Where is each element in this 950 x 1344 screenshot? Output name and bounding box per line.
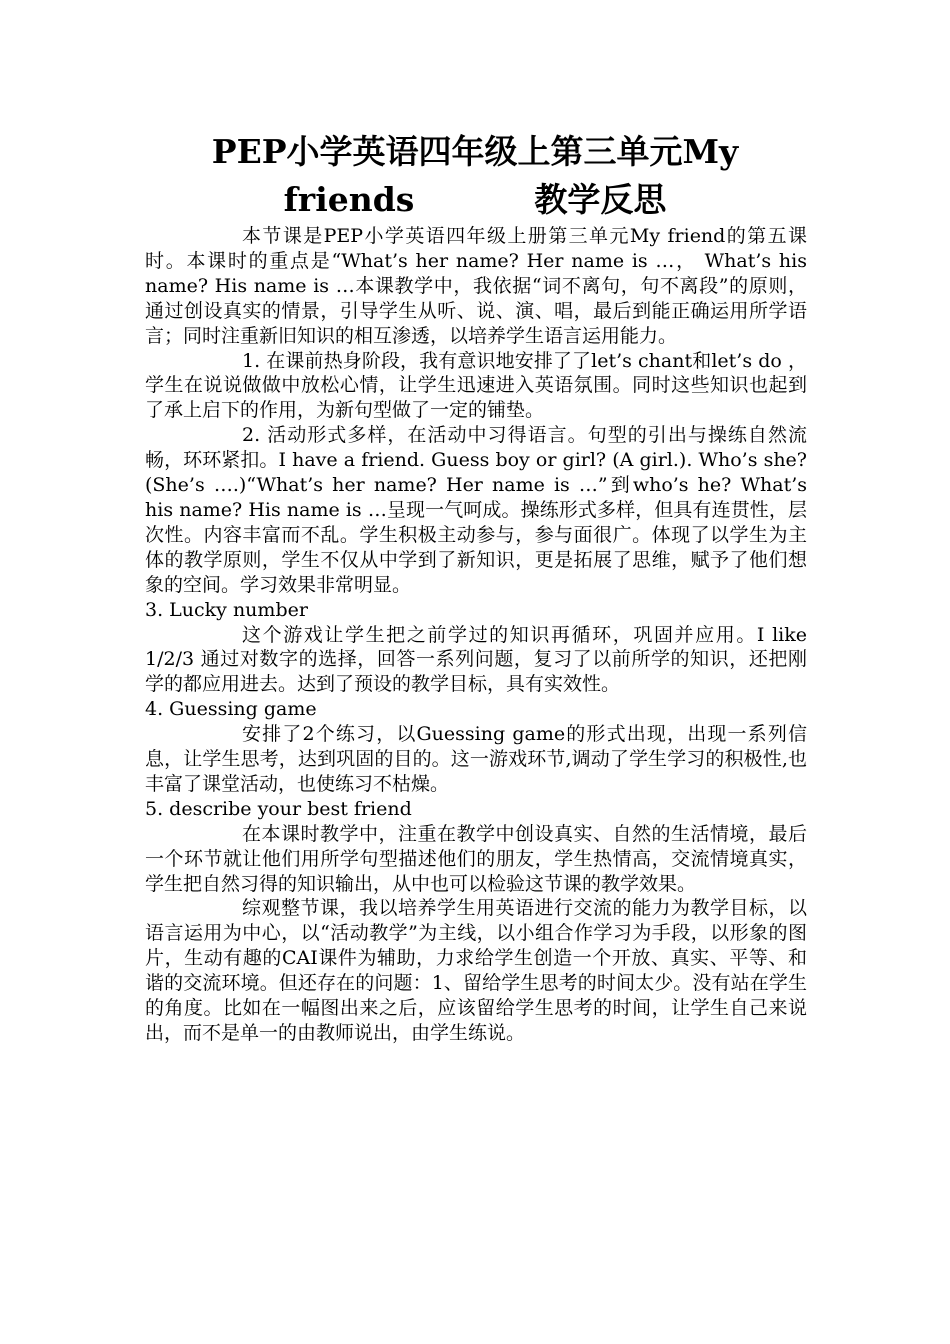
document-title-friends: friends	[283, 180, 415, 219]
document-title-line-2	[140, 176, 810, 224]
document-body	[145, 224, 807, 1046]
document-title-reflection: 教学反思	[534, 180, 667, 219]
paragraph-lucky-number: 这个游戏让学生把之前学过的知识再循环，巩固并应用。I like 1/2/3 通过对数字的选择，回答一系列问题，复习了以前所学的知识，还把刚学的都应用进去。达到了预设的教学目标，具有实效性。	[145, 623, 807, 696]
section-heading-guessing-game: 4. Guessing game	[145, 698, 317, 721]
paragraph-summary: 综观整节课，我以培养学生用英语进行交流的能力为教学目标，以语言运用为中心，以“活动教学”为主线，以小组合作学习为手段，以形象的图片，生动有趣的CAI课件为辅助，力求给学生创造一个开放、真实、平等、和谐的交流环境。但还存在的问题：1、留给学生思考的时间太少。没有站在学生的角度。比如在一幅图出来之后，应该留给学生思考的时间，让学生自己来说出，而不是单一的由教师说出，由学生练说。	[145, 897, 807, 1044]
paragraph-point-2: 2. 活动形式多样，在活动中习得语言。句型的引出与操练自然流畅，环环紧扣。I have a friend. Guess boy or girl? (A girl.). Who’s she? (She’s ….)“What’s her name? Her name is …”到who’s he? What’s his name? His name is …呈现一气呵成。操练形式多样，但具有连贯性，层次性。内容丰富而不乱。学生积极主动参与，参与面很广。体现了以学生为主体的教学原则，学生不仅从中学到了新知识，更是拓展了思维，赋予了他们想象的空间。学习效果非常明显。	[145, 424, 807, 596]
section-heading-lucky-number: 3. Lucky number	[145, 598, 308, 621]
paragraph-guessing-game: 安排了2个练习，以Guessing game的形式出现，出现一系列信息，让学生思考，达到巩固的目的。这一游戏环节,调动了学生学习的积极性,也丰富了课堂活动，也使练习不枯燥。	[145, 723, 807, 795]
paragraph-intro: 本节课是PEP小学英语四年级上册第三单元My friend的第五课时。本课时的重点是“What’s her name? Her name is …， What’s his name? His name is …本课教学中，我依据“词不离句，句不离段”的原则，通过创设真实的情景，引导学生从听、说、演、唱，最后到能正确运用所学语言；同时注重新旧知识的相互渗透，以培养学生语言运用能力。	[145, 225, 807, 347]
paragraph-point-1: 1. 在课前热身阶段，我有意识地安排了了let’s chant和let’s do ，学生在说说做做中放松心情，让学生迅速进入英语氛围。同时这些知识也起到了承上启下的作用，为新句型做了一定的铺垫。	[145, 349, 807, 422]
document-title-line-1: PEP小学英语四年级上第三单元My	[211, 132, 739, 171]
section-heading-describe-friend: 5. describe your best friend	[145, 797, 412, 820]
paragraph-describe-friend: 在本课时教学中，注重在教学中创设真实、自然的生活情境，最后一个环节就让他们用所学句型描述他们的朋友，学生热情高，交流情境真实，学生把自然习得的知识输出，从中也可以检验这节课的教学效果。	[145, 822, 807, 895]
